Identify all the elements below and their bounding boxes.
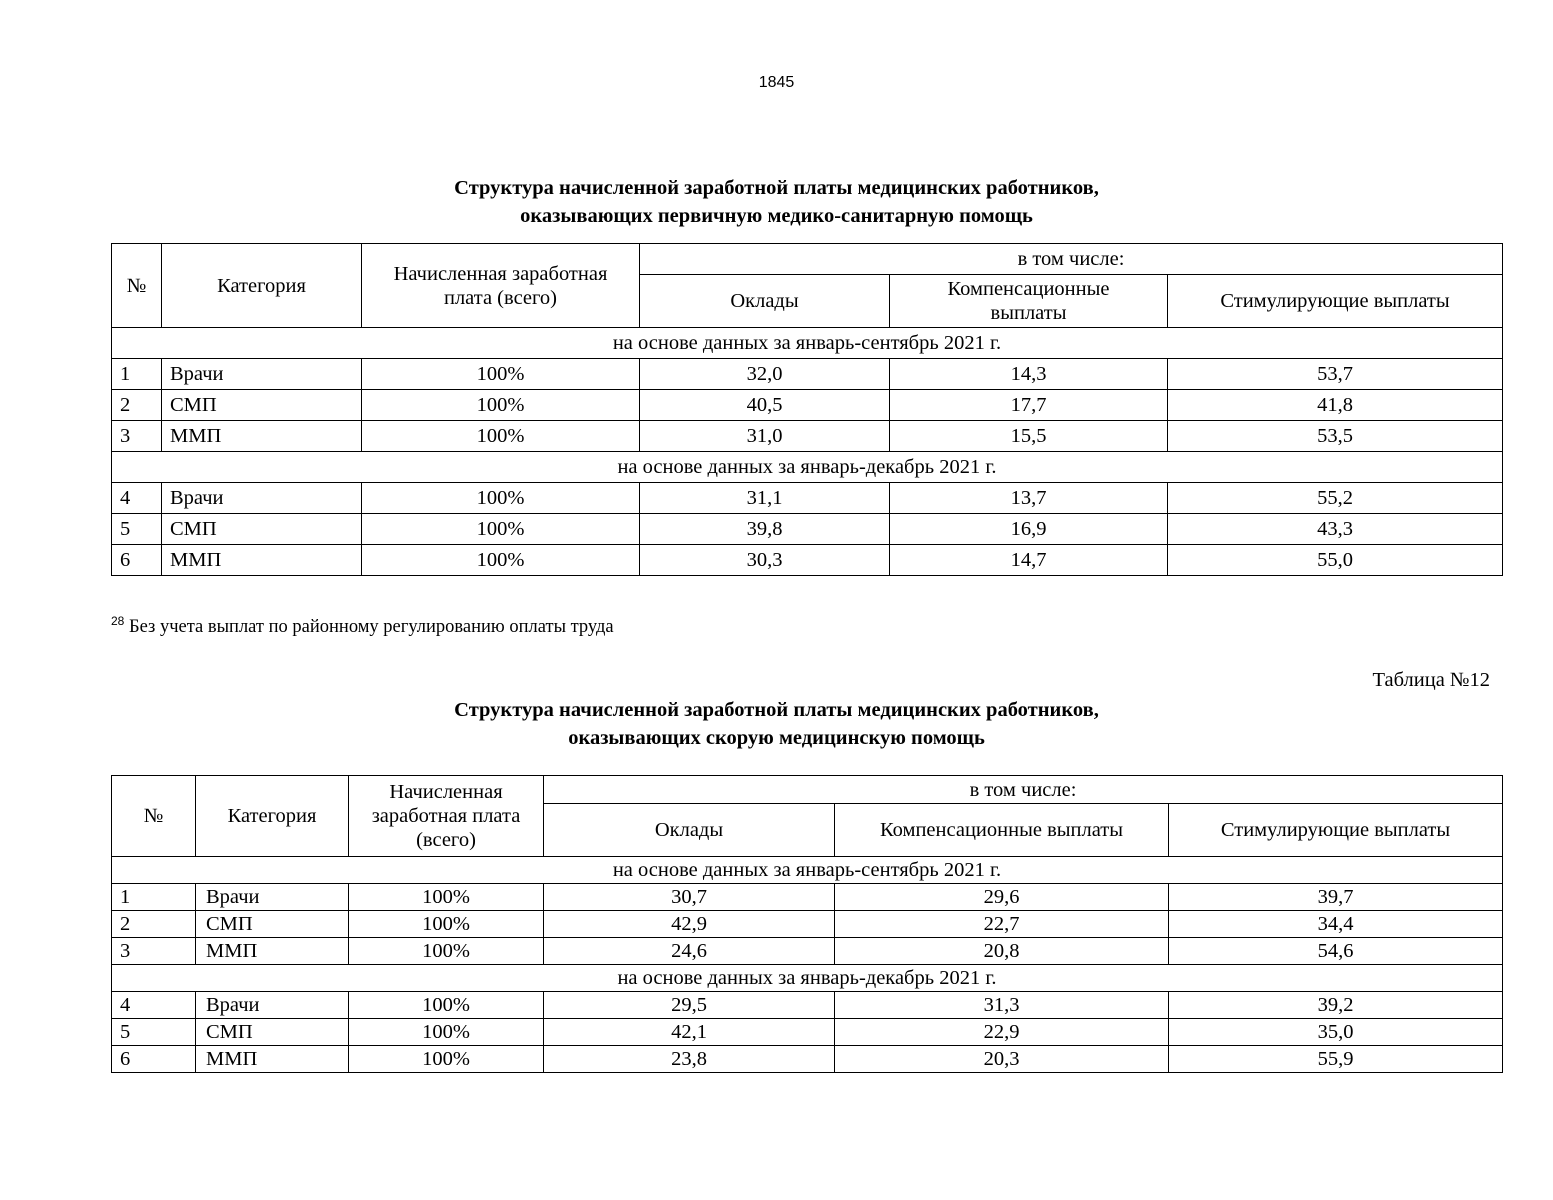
section-label: на основе данных за январь-сентябрь 2021 г. (112, 328, 1503, 359)
cell-stimulating: 34,4 (1169, 911, 1503, 938)
cell-total: 100% (349, 1019, 544, 1046)
header-stimulating: Стимулирующие выплаты (1168, 275, 1503, 328)
section-label: на основе данных за январь-декабрь 2021 г. (112, 965, 1503, 992)
cell-salaries: 30,3 (640, 545, 890, 576)
cell-stimulating: 39,7 (1169, 884, 1503, 911)
cell-category: Врачи (196, 992, 349, 1019)
cell-num: 5 (112, 1019, 196, 1046)
cell-salaries: 42,9 (544, 911, 835, 938)
header-num: № (112, 776, 196, 857)
cell-num: 4 (112, 992, 196, 1019)
table-row (112, 938, 1503, 965)
cell-category: СМП (162, 390, 362, 421)
cell-num: 1 (112, 359, 162, 390)
cell-compensation: 31,3 (835, 992, 1169, 1019)
cell-compensation: 20,3 (835, 1046, 1169, 1073)
table-row (112, 911, 1503, 938)
section-row (112, 328, 1503, 359)
table1-header-row (112, 244, 1503, 275)
cell-salaries: 29,5 (544, 992, 835, 1019)
header-salaries: Оклады (640, 275, 890, 328)
cell-compensation: 16,9 (890, 514, 1168, 545)
header-category: Категория (162, 244, 362, 328)
cell-compensation: 13,7 (890, 483, 1168, 514)
cell-num: 2 (112, 911, 196, 938)
section-label: на основе данных за январь-сентябрь 2021 г. (112, 857, 1503, 884)
footnote (111, 614, 614, 638)
cell-num: 6 (112, 1046, 196, 1073)
cell-salaries: 24,6 (544, 938, 835, 965)
cell-stimulating: 55,2 (1168, 483, 1503, 514)
header-num: № (112, 244, 162, 328)
page-number: 1845 (758, 74, 795, 91)
cell-stimulating: 43,3 (1168, 514, 1503, 545)
cell-category: Врачи (196, 884, 349, 911)
table2-title (0, 696, 1553, 752)
cell-total: 100% (362, 359, 640, 390)
cell-num: 1 (112, 884, 196, 911)
table1-title-line2: оказывающих первичную медико-санитарную помощь (520, 205, 1033, 227)
header-including: в том числе: (640, 244, 1503, 275)
cell-category: СМП (162, 514, 362, 545)
cell-category: Врачи (162, 483, 362, 514)
table2-title-line2: оказывающих скорую медицинскую помощь (568, 727, 985, 749)
cell-compensation: 29,6 (835, 884, 1169, 911)
cell-num: 2 (112, 390, 162, 421)
cell-total: 100% (349, 938, 544, 965)
cell-salaries: 42,1 (544, 1019, 835, 1046)
table1 (111, 243, 1503, 576)
cell-stimulating: 55,9 (1169, 1046, 1503, 1073)
cell-category: ММП (196, 938, 349, 965)
cell-total: 100% (362, 390, 640, 421)
table-row (112, 390, 1503, 421)
table2 (111, 775, 1503, 1073)
section-row (112, 857, 1503, 884)
footnote-marker: 28 (111, 614, 125, 628)
cell-salaries: 31,0 (640, 421, 890, 452)
cell-compensation: 15,5 (890, 421, 1168, 452)
cell-salaries: 40,5 (640, 390, 890, 421)
cell-total: 100% (362, 545, 640, 576)
cell-stimulating: 39,2 (1169, 992, 1503, 1019)
header-category: Категория (196, 776, 349, 857)
section-label: на основе данных за январь-декабрь 2021 г. (112, 452, 1503, 483)
table1-title (0, 174, 1553, 230)
cell-salaries: 39,8 (640, 514, 890, 545)
cell-stimulating: 53,5 (1168, 421, 1503, 452)
cell-num: 6 (112, 545, 162, 576)
cell-compensation: 14,3 (890, 359, 1168, 390)
section-row (112, 965, 1503, 992)
cell-num: 5 (112, 514, 162, 545)
cell-compensation: 14,7 (890, 545, 1168, 576)
cell-compensation: 20,8 (835, 938, 1169, 965)
cell-num: 3 (112, 938, 196, 965)
table2-label: Таблица №12 (1372, 669, 1490, 691)
cell-category: Врачи (162, 359, 362, 390)
cell-category: ММП (162, 421, 362, 452)
cell-stimulating: 41,8 (1168, 390, 1503, 421)
table-row (112, 1046, 1503, 1073)
cell-compensation: 22,9 (835, 1019, 1169, 1046)
table-row (112, 514, 1503, 545)
cell-salaries: 32,0 (640, 359, 890, 390)
cell-salaries: 31,1 (640, 483, 890, 514)
cell-stimulating: 53,7 (1168, 359, 1503, 390)
header-including: в том числе: (544, 776, 1503, 804)
table-row (112, 992, 1503, 1019)
cell-stimulating: 55,0 (1168, 545, 1503, 576)
table-row (112, 1019, 1503, 1046)
section-row (112, 452, 1503, 483)
cell-num: 4 (112, 483, 162, 514)
cell-salaries: 30,7 (544, 884, 835, 911)
header-compensation: Компенсационные выплаты (890, 275, 1168, 328)
table1-title-line1: Структура начисленной заработной платы медицинских работников, (454, 177, 1099, 199)
cell-stimulating: 35,0 (1169, 1019, 1503, 1046)
table-row (112, 421, 1503, 452)
cell-category: ММП (196, 1046, 349, 1073)
header-total: Начисленная заработная плата (всего) (349, 776, 544, 857)
cell-total: 100% (349, 884, 544, 911)
cell-total: 100% (349, 1046, 544, 1073)
header-stimulating: Стимулирующие выплаты (1169, 804, 1503, 857)
table-row (112, 483, 1503, 514)
header-salaries: Оклады (544, 804, 835, 857)
cell-total: 100% (362, 421, 640, 452)
table-row (112, 884, 1503, 911)
header-total: Начисленная заработная плата (всего) (362, 244, 640, 328)
cell-category: СМП (196, 1019, 349, 1046)
table-row (112, 545, 1503, 576)
cell-compensation: 17,7 (890, 390, 1168, 421)
cell-stimulating: 54,6 (1169, 938, 1503, 965)
cell-total: 100% (349, 911, 544, 938)
cell-total: 100% (349, 992, 544, 1019)
cell-compensation: 22,7 (835, 911, 1169, 938)
table2-title-line1: Структура начисленной заработной платы медицинских работников, (454, 699, 1099, 721)
table2-header-row (112, 776, 1503, 804)
cell-total: 100% (362, 483, 640, 514)
cell-category: ММП (162, 545, 362, 576)
table-row (112, 359, 1503, 390)
cell-category: СМП (196, 911, 349, 938)
header-compensation: Компенсационные выплаты (835, 804, 1169, 857)
footnote-text: Без учета выплат по районному регулированию оплаты труда (124, 617, 614, 638)
cell-total: 100% (362, 514, 640, 545)
cell-num: 3 (112, 421, 162, 452)
cell-salaries: 23,8 (544, 1046, 835, 1073)
